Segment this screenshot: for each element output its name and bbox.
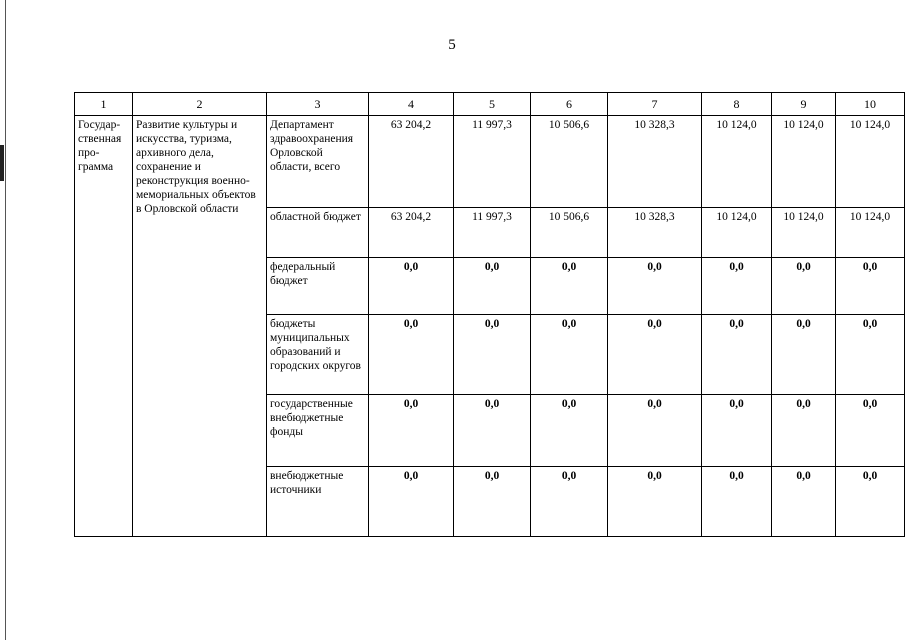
column-header: 1 (75, 93, 133, 116)
value-cell: 10 124,0 (702, 208, 772, 258)
value-cell: 0,0 (702, 467, 772, 537)
value-cell: 0,0 (836, 467, 905, 537)
value-cell: 10 328,3 (608, 208, 702, 258)
value-cell: 10 124,0 (772, 208, 836, 258)
value-cell: 0,0 (454, 467, 531, 537)
budget-table (74, 92, 905, 537)
funding-source-cell: внебюджетные источники (267, 467, 369, 537)
value-cell: 10 124,0 (772, 116, 836, 208)
table-row (75, 116, 905, 208)
funding-source-cell: бюджеты муниципальных образований и городских округов (267, 315, 369, 395)
value-cell: 10 506,6 (531, 116, 608, 208)
page-number: 5 (448, 37, 456, 53)
value-cell: 0,0 (836, 395, 905, 467)
value-cell: 0,0 (608, 315, 702, 395)
value-cell: 0,0 (836, 258, 905, 315)
value-cell: 0,0 (702, 315, 772, 395)
program-name-cell: Развитие культуры и искусства, туризма, архивного дела, сохранение и реконструкция военно-мемориальных объектов в Орловской области (133, 116, 267, 537)
column-header: 10 (836, 93, 905, 116)
value-cell: 0,0 (836, 315, 905, 395)
value-cell: 0,0 (608, 395, 702, 467)
value-cell: 0,0 (702, 395, 772, 467)
column-header: 7 (608, 93, 702, 116)
funding-source-cell: федеральный бюджет (267, 258, 369, 315)
value-cell: 0,0 (454, 258, 531, 315)
value-cell: 0,0 (531, 467, 608, 537)
value-cell: 10 124,0 (836, 208, 905, 258)
value-cell: 0,0 (369, 467, 454, 537)
funding-source-cell: государственные внебюджетные фонды (267, 395, 369, 467)
value-cell: 10 506,6 (531, 208, 608, 258)
value-cell: 63 204,2 (369, 116, 454, 208)
funding-source-cell: Департамент здравоохранения Орловской области, всего (267, 116, 369, 208)
value-cell: 0,0 (772, 258, 836, 315)
program-type-cell: Государ-ственная про-грамма (75, 116, 133, 537)
column-header: 6 (531, 93, 608, 116)
value-cell: 0,0 (772, 315, 836, 395)
column-header: 2 (133, 93, 267, 116)
value-cell: 10 124,0 (836, 116, 905, 208)
column-header: 3 (267, 93, 369, 116)
funding-source-cell: областной бюджет (267, 208, 369, 258)
column-header: 5 (454, 93, 531, 116)
value-cell: 0,0 (454, 315, 531, 395)
value-cell: 10 328,3 (608, 116, 702, 208)
column-header: 8 (702, 93, 772, 116)
value-cell: 0,0 (608, 258, 702, 315)
header-row (75, 93, 905, 116)
value-cell: 10 124,0 (702, 116, 772, 208)
value-cell: 11 997,3 (454, 208, 531, 258)
value-cell: 63 204,2 (369, 208, 454, 258)
value-cell: 0,0 (608, 467, 702, 537)
value-cell: 0,0 (531, 395, 608, 467)
value-cell: 0,0 (531, 258, 608, 315)
value-cell: 0,0 (369, 395, 454, 467)
value-cell: 0,0 (772, 467, 836, 537)
value-cell: 11 997,3 (454, 116, 531, 208)
page-left-edge (5, 0, 6, 640)
value-cell: 0,0 (369, 315, 454, 395)
value-cell: 0,0 (772, 395, 836, 467)
value-cell: 0,0 (702, 258, 772, 315)
value-cell: 0,0 (369, 258, 454, 315)
value-cell: 0,0 (454, 395, 531, 467)
column-header: 4 (369, 93, 454, 116)
binding-mark (0, 145, 4, 181)
value-cell: 0,0 (531, 315, 608, 395)
column-header: 9 (772, 93, 836, 116)
